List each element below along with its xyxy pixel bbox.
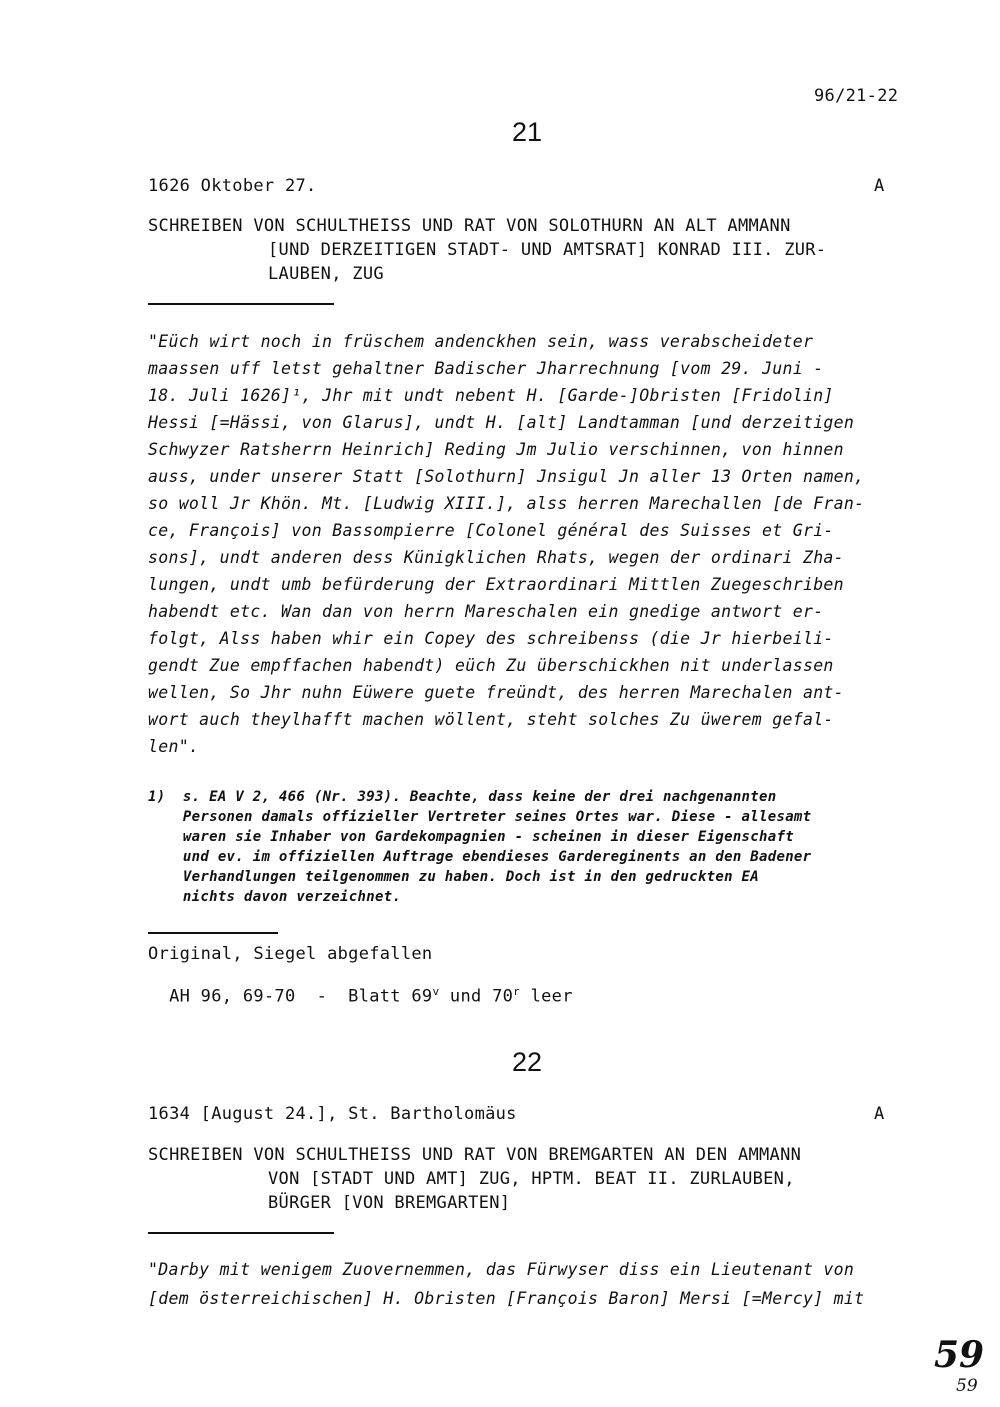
handwritten-small-number [956, 1376, 978, 1396]
text-line: auss, under unserer Statt [Solothurn] Jnsigul Jn aller 13 Orten namen, [148, 467, 865, 486]
text-line: 18. Juli 1626]¹, Jhr mit undt nebent H. [Garde-]Obristen [Fridolin] [148, 386, 834, 405]
text-line: Hessi [=Hässi, von Glarus], undt H. [alt] Landtamman [und derzeitigen [148, 413, 855, 432]
document-title-line: [UND DERZEITIGEN STADT- UND AMTSRAT] KONRAD III. ZUR- [268, 240, 827, 260]
source-archive-text: leer [520, 986, 573, 1007]
text-line: "Darby mit wenigem Zuovernemmen, das Fürwyser diss ein Lieutenant von [148, 1260, 855, 1279]
document-date: 1634 [August 24.], St. Bartholomäus [148, 1104, 517, 1124]
source-archive-text: und 70 [439, 986, 514, 1007]
text-line: habendt etc. Wan dan von herrn Mareschalen ein gnedige antwort er- [148, 602, 824, 621]
document-category: A [874, 1104, 885, 1124]
source-archive-line [148, 965, 573, 1007]
text-line: sons], undt anderen dess Künigklichen Rhats, wegen der ordinari Zha- [148, 548, 844, 567]
text-line: wellen, So Jhr nuhn Eüwere guete freündt, des herren Marechalen ant- [148, 683, 844, 702]
document-title-line: BÜRGER [VON BREMGARTEN] [268, 1193, 511, 1213]
handwritten-number-small: 59 [956, 1376, 978, 1396]
separator-rule [148, 932, 278, 934]
text-line: "Eüch wirt noch in früschem andenckhen sein, wass verabscheideter [148, 332, 814, 351]
footnote-line: waren sie Inhaber von Gardekompagnien - scheinen in dieser Eigenschaft [148, 829, 794, 845]
document-title-line: LAUBEN, ZUG [268, 264, 384, 284]
document-date: 1626 Oktober 27. [148, 176, 317, 196]
source-archive-text: AH 96, 69-70 - Blatt 69 [169, 986, 433, 1007]
text-line: maassen uff letst gehaltner Badischer Jharrechnung [vom 29. Juni - [148, 359, 824, 378]
footnote-line: Verhandlungen teilgenommen zu haben. Doch ist in den gedruckten EA [148, 869, 760, 885]
text-line: folgt, Alss haben whir ein Copey des schreibenss (die Jr hierbeili- [148, 629, 834, 648]
document-title-line: VON [STADT UND AMT] ZUG, HPTM. BEAT II. ZURLAUBEN, [268, 1169, 795, 1189]
source-note: Original, Siegel abgefallen [148, 944, 433, 964]
document-title-line: SCHREIBEN VON SCHULTHEISS UND RAT VON SOLOTHURN AN ALT AMMANN [148, 216, 791, 236]
superscript-recto: r [513, 985, 521, 998]
page-reference: 96/21-22 [814, 86, 899, 106]
footnote-line: nichts davon verzeichnet. [148, 889, 402, 905]
document-category: A [874, 176, 885, 196]
separator-rule [148, 303, 334, 305]
text-line: lungen, undt umb befürderung der Extraordinari Mittlen Zuegeschriben [148, 575, 844, 594]
text-line: so woll Jr Khön. Mt. [Ludwig XIII.], alss herren Marechallen [de Fran- [148, 494, 865, 513]
text-line: Schwyzer Ratsherrn Heinrich] Reding Jm Julio verschinnen, von hinnen [148, 440, 844, 459]
separator-rule [148, 1232, 334, 1234]
text-line: ce, François] von Bassompierre [Colonel général des Suisses et Gri- [148, 521, 834, 540]
document-number-21: 21 [512, 117, 543, 147]
footnote-line: und ev. im offiziellen Auftrage ebendieses Gardereginents an den Badener [148, 849, 812, 865]
superscript-verso: v [432, 985, 440, 998]
text-line: wort auch theylhafft machen wöllent, steht solches Zu üwerem gefal- [148, 710, 834, 729]
text-line: gendt Zue empffachen habendt) eüch Zu überschickhen nit underlassen [148, 656, 834, 675]
handwritten-page-number [934, 1334, 984, 1376]
document-title-line: SCHREIBEN VON SCHULTHEISS UND RAT VON BREMGARTEN AN DEN AMMANN [148, 1145, 802, 1165]
footnote-line: 1) s. EA V 2, 466 (Nr. 393). Beachte, dass keine der drei nachgenannten [148, 789, 777, 805]
footnote-line: Personen damals offizieller Vertreter seines Ortes war. Diese - allesamt [148, 809, 812, 825]
text-line: [dem österreichischen] H. Obristen [François Baron] Mersi [=Mercy] mit [148, 1289, 865, 1308]
text-line: len". [148, 737, 200, 756]
document-number-22: 22 [512, 1047, 543, 1077]
handwritten-number: 59 [934, 1334, 985, 1376]
